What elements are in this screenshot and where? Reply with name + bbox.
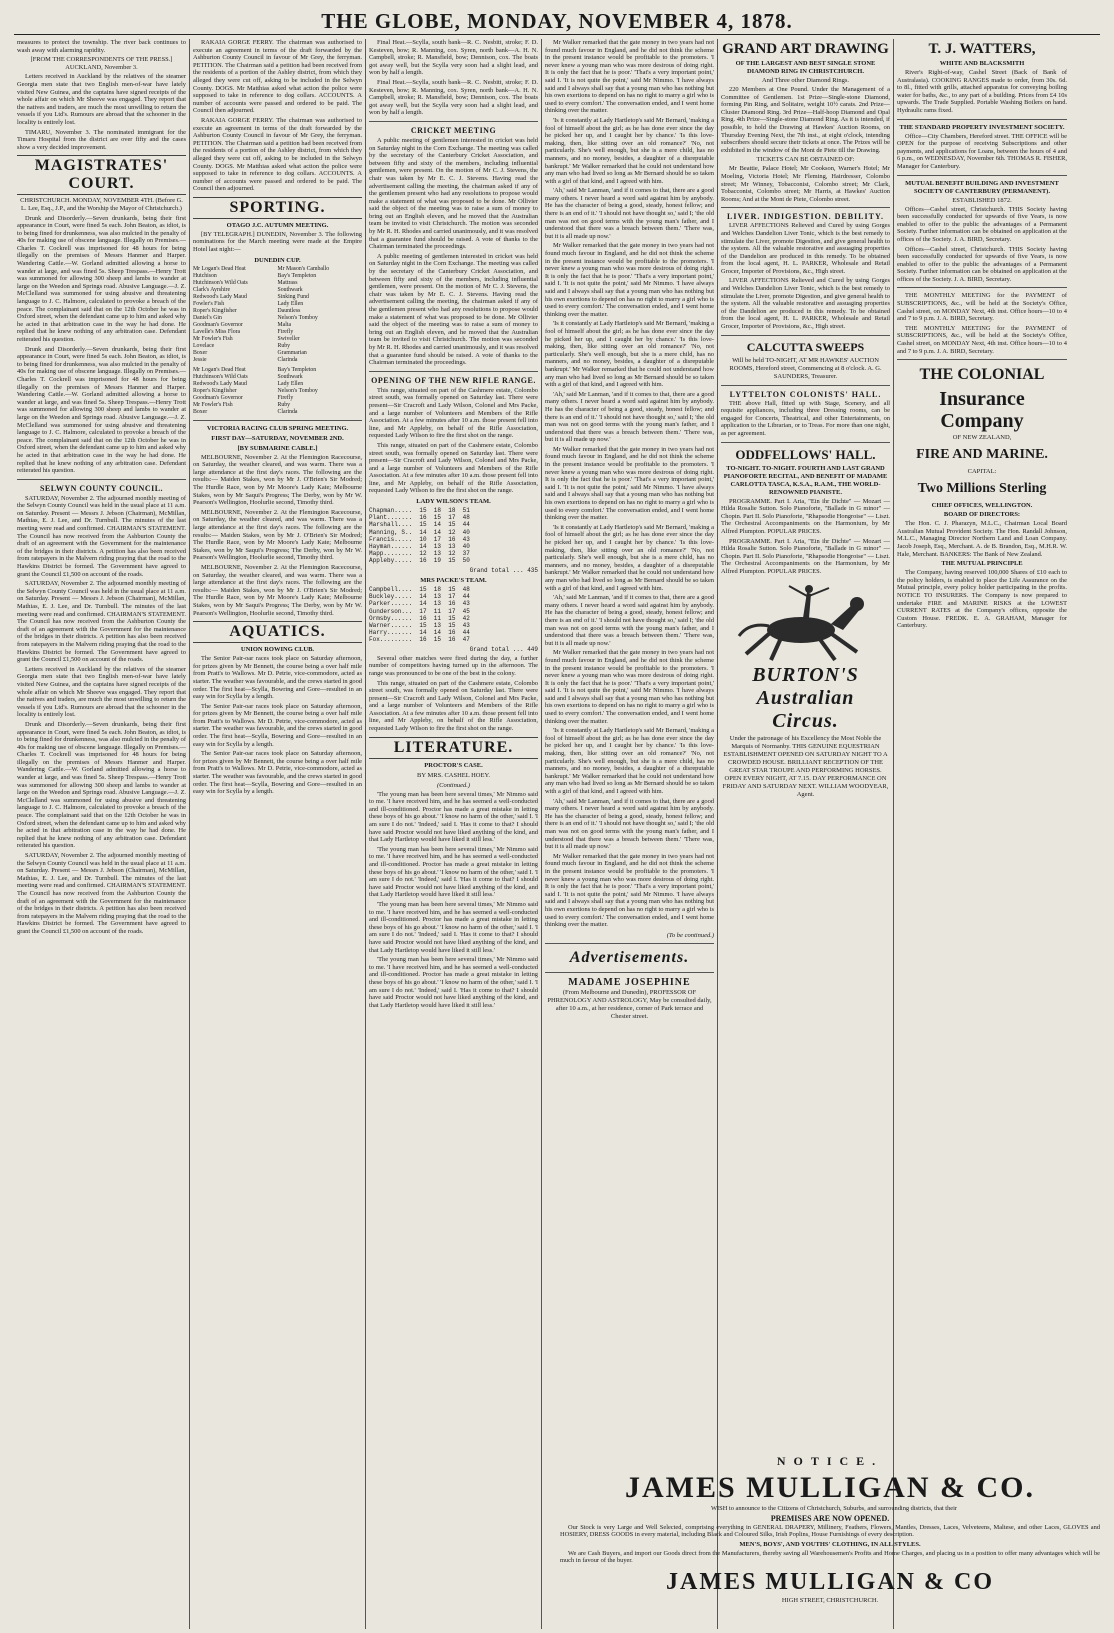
nomination: Ruby: [277, 401, 291, 408]
article-text: Final Heat.—Scylla, south bank—R. C. Nesbitt, stroke; F. D. Kesteven, bow; R. Manning, cox. Syren, north bank—A. H. N. Campbell, stroke; R. Mansfield, bow; Dennison, cox. The boats got away well, but the Scylla very soon had a slight lead, and won by half a length.: [369, 39, 538, 77]
score-row: Harry....... 14 14 16 44: [369, 629, 470, 637]
story-text: 'The young man has been here several times,' Mr Nimmo said to me. 'I have received him, and he has seemed a well-conducted and ill-conditioned. Proctor has made a great mistake in letting these boys of his go about.' 'I know no harm of the other,' said I. 'I am sure I do not.' 'Indeed,' said I. 'Has it come to that? I should have said Proctor would not have liked anything of the kind, and that Lady Hartletop would have liked it still less.': [369, 845, 538, 899]
nomination: Hutchinson's Wild Oats: [193, 373, 248, 380]
ad-text: WISH to announce to the Citizens of Christchurch, Suburbs, and surrounding districts, that their: [711, 1505, 957, 1512]
ad-text: The Company, having reserved 100,000 Shares of £10 each to the policy holders, is enabled to place the Life Assurance on the Mutual principle, every policy holder participating in the profits. NOTICE TO INSURERS. The Company is now prepared to undertake FIRE and MARINE RISKS at the LOWEST CURRENT RATES at the Company's offices, opposite the Custom House. FREDK. E. A. GRAHAM, Manager for Canterbury.: [897, 569, 1067, 630]
ad-text: PROGRAMME. Part I. Aria, "Ein ihr Dichte" — Mozart — Hilda Rosalie Sutton. Solo Pianoforte, "Ballade in G minor" — Chopin. Part II. Solo Pianoforte, "Rhapsodie Hongroise" — Liszt. The Orchestral Accompaniments on the Harmonium, by Mr Alfred Plumpton. POPULAR PRICES.: [721, 537, 890, 575]
divider: [17, 479, 186, 480]
ad-text: Under the patronage of his Excellency the Most Noble the Marquis of Normanby. THIS GENUINE EQUESTRIAN ESTABLISHMENT OPENED ON SATURDAY NIGHT TO A CROWDED HOUSE. BRILLIANT RECEPTION OF THE GREAT STAR TROUPE AND PERFORMING HORSES. OPEN EVERY NIGHT, AT 7.15. DAY PERFORMANCE ON FRIDAY AND SATURDAY NEXT. WILLIAM WOODYEAR, Agent.: [722, 734, 889, 798]
nomination: Mr Logan's Dead Heat: [193, 366, 246, 373]
nomination: Bay's Templeton: [277, 272, 317, 279]
section-heading-literature: LITERATURE.: [369, 737, 538, 759]
ad-title-sweeps: CALCUTTA SWEEPS: [746, 339, 865, 354]
article-text: Letters received in Auckland by the relatives of the steamer Georgia men state that two English men-of-war have lately visited New Guinea, and the captains have signed receipts of the whole affair on which Mr Sheeve was engaged. They report that the natives and traders, are much the most unwilling to return the vessels if you Ltd's. Rumours are abroad that the schooner in the locality is entirely lost.: [17, 73, 186, 126]
nominations-left: [193, 367, 278, 416]
story-text: 'Ah,' said Mr Lanman, 'and if it comes to that, there are a good many others. I never heard a word said against him by anybody. He has the character of being a good, steady, honest fellow; and there is an end of it.' 'I should not have thought so,' said I; 'the old man was not on good terms with the young man's father, and I understood that there was a breach between them.' 'There was, but it is all made up now.': [545, 594, 714, 647]
divider: [369, 371, 538, 372]
article-text: SATURDAY, November 2. The adjourned monthly meeting of the Selwyn County Council was held in the usual place at 11 a.m. on Saturday. Present — Messrs J. Jebson (Chairman), McMillan, Mathias, E. J. Lee, and Dr. Turnbull. The minutes of the last meeting were read and confirmed. CHAIRMAN'S STATEMENT. The Council has now received from the Ashburton County the draft of an agreement with the Government for the maintenance of the bridges in their districts. A petition has also been received from ratepayers in the Malvern riding praying that the road to the Hawkins District be formed. The Government have agreed to grant the Council £1,500 on account of the roads.: [17, 580, 186, 664]
nomination: Clarinda: [277, 356, 298, 363]
ad-text: TO-NIGHT. TO-NIGHT. FOURTH AND LAST GRAND PIANOFORTE RECITAL, AND BENEFIT OF MADAME CARLOTTA TASCA, K.S.A., R.A.M., THE WORLD-RENOWNED PIANISTE.: [723, 464, 888, 496]
article-text: SATURDAY, November 2. The adjourned monthly meeting of the Selwyn County Council was held in the usual place at 11 a.m. on Saturday. Present — Messrs J. Jebson (Chairman), McMillan, Mathias, E. J. Lee, and Dr. Turnbull. The minutes of the last meeting were read and confirmed. CHAIRMAN'S STATEMENT. The Council has now received from the Ashburton County the draft of an agreement with the Government for the maintenance of the bridges in their districts. A petition has also been received from ratepayers in the Malvern riding praying that the road to the Hawkins District be formed. The Government have agreed to grant the Council £1,500 on account of the roads.: [17, 852, 186, 935]
telegraph-note: [BY SUBMARINE CABLE.]: [237, 444, 318, 452]
nomination: Sinking Fund: [277, 293, 309, 300]
nominations-list: [193, 367, 362, 416]
story-text: 'Ah,' said Mr Lanman, 'and if it comes to that, there are a good many others. I never heard a word said against him by anybody. He has the character of being a good, steady, honest fellow; and there is an end of it.' 'I should not have thought so,' said I; 'the old man was not on good terms with the young man's father, and I understood that there was a breach between them.' 'There was, but it is all made up now.': [545, 390, 714, 444]
team-heading: LADY WILSON'S TEAM.: [416, 498, 491, 506]
section-heading-advertisements: Advertisements.: [569, 948, 690, 966]
article-text: Drunk and Disorderly.—Seven drunkards, being their first appearance in Court, were fined 5s each. John Beaton, as idiot, is to being fined for drunkenness, was also mulcted in the penalty of 40s for making use of obscene language. Illegally on Premises.—Charles T. Cockrell was imprisoned for 48 hours for being illegally on the premises of Messrs Hanmer and Harper. Wandering Cattle.—W. Gorland admitted allowing a horse to wander at large, and was fined 5s. Sheep Trespass.—Henry Trott was summoned for allowing 300 sheep and lambs to wander at large on the Weedon and Springs road. Abusive Language.—J. Z. McClelland was summoned for using abusive and threatening language to J. C. Halmore, calculated to provoke a breach of the peace. The complainant said that on the 12th October he was in Oxford street, when the defendant came up to him and asked why he acted in that arbitration case in the way he had done. He replied that he knew nothing of any arbitration case. Defendant reiterated his question.: [17, 345, 186, 475]
nomination: Mattrass: [277, 279, 298, 286]
divider: [545, 943, 714, 944]
nominations-left: [193, 266, 278, 364]
story-text: Mr Walker remarked that the gate money in two years had not found much favour in England, and he did not think the scheme in the present instance would be profitable to the promoters. 'I never knew a young man who was more desirous of doing right. It is only the fact that he is poor.' 'That's a very important point,' said I. 'It is not quite the point,' said Mr Nimmo. 'I have always said and I always shall say that a young man who has nothing but his own exertions to depend on has no right to marry a girl who is used to every comfort.' The conversation ended, and I went home thinking over the matter.: [545, 649, 714, 725]
story-text: 'Is it constantly at Lady Hartletop's said Mr Bernard, 'making a fool of himself about the girl; as he has done ever since the day he picked her up, and I caught her by chance.' 'Is this love-making, then, like sitting over an old romance?' 'No, not particularly. She's well enough, but she is a mere child, has no manners, and no money, besides, a daughter of a disreputable bankrupt.' Mr Walker remarked that he could not understand how any man who had lived so long as Mr Bernard should be so taken with a girl of that kind, and I agreed with him.: [545, 523, 714, 592]
story-text: 'The young man has been here several times,' Mr Nimmo said to me. 'I have received him, and he has seemed a well-conducted and ill-conditioned. Proctor has made a great mistake in letting these boys of his go about.' 'I know no harm of the other,' said I. 'I am sure I do not.' 'Indeed,' said I. 'Has it come to that? I should have said Proctor would not have liked anything of the kind, and that Lady Hartletop would have liked it still less.': [369, 790, 538, 844]
score-table: [369, 586, 538, 644]
ad-title-liver: LIVER. INDIGESTION. DEBILITY.: [727, 212, 884, 222]
ad-text: PROGRAMME. Part I. Aria, "Ein ihr Dichte" — Mozart — Hilda Rosalie Sutton. Solo Pianoforte, "Ballade in G minor" — Chopin. Part II. Solo Pianoforte, "Rhapsodie Hongroise" — Liszt. The Orchestral Accompaniments on the Harmonium, by Mr Alfred Plumpton. POPULAR PRICES.: [721, 497, 890, 535]
article-text: Drunk and Disorderly.—Seven drunkards, being their first appearance in Court, were fined 5s each. John Beaton, as idiot, is to being fined for drunkenness, was also mulcted in the penalty of 40s for making use of obscene language. Illegally on Premises.—Charles T. Cockrell was imprisoned for 48 hours for being illegally on the premises of Messrs Hanmer and Harper. Wandering Cattle.—W. Gorland admitted allowing a horse to wander at large, and was fined 5s. Sheep Trespass.—Henry Trott was summoned for allowing 300 sheep and lambs to wander at large on the Weedon and Springs road. Abusive Language.—J. Z. McClelland was summoned for using abusive and threatening language to J. C. Halmore, calculated to provoke a breach of the peace. The complainant said that on the 12th October he was in Oxford street, when the defendant came up to him and asked why he acted in that arbitration case in the way he had done. He replied that he knew nothing of any arbitration case. Defendant reiterated his question.: [17, 720, 186, 850]
ad-title-josephine: MADAME JOSEPHINE: [568, 976, 691, 988]
ad-subtitle: OF THE LARGEST AND BEST SINGLE STONE DIAMOND RING IN CHRISTCHURCH.: [735, 60, 876, 75]
nomination: Grammarian: [277, 349, 307, 356]
score-row: Marshall.... 15 14 15 44: [369, 521, 470, 529]
team-heading: MRS PACKE'S TEAM.: [420, 576, 487, 584]
nomination: Lavelle's Miss Flora: [193, 328, 241, 335]
article-text: MELBOURNE, November 2. At the Flemington Racecourse, on Saturday, the weather cleared, and was warm. There was a large attendance at the first day's races. The following are the results:— Maiden Stakes, won by Mr J. O'Brien's Sir Modred; The Hurdle Race, won by Mr Moore's Lady Kate; Melbourne Stakes, won by Mr Saqui's Progress; The Derby, won by Mr W. Pearson's Wellington, Hoolurlie second, Timothy third.: [193, 508, 362, 562]
score-row: Hayman...... 14 13 13 40: [369, 543, 470, 551]
nomination: Jessie: [193, 356, 207, 363]
article-text: Letters received in Auckland by the relatives of the steamer Georgia men state that two English men-of-war have lately visited New Guinea, and the captains have signed receipts of the whole affair on which Mr Sheeve was engaged. They report that the natives and traders, are much the most unwilling to return the vessels if you Ltd's. Rumours are abroad that the schooner in the locality is entirely lost.: [17, 665, 186, 719]
ad-notice: NOTICE.: [776, 1454, 884, 1468]
column-3: [366, 39, 542, 1629]
article-text: This range, situated on part of the Cashmere estate, Colombo street south, was formally opened on Saturday last. There were present—Sir Cracroft and Lady Wilson, Colonel and Mrs Packe, and a large number of Volunteers and Members of the Rifle Association. At a few minutes after 10 a.m. those present fell into line, and Mr Appleby, on behalf of the Rifle Association, requested Lady Wilson to fire the first shot on the range.: [369, 386, 538, 440]
nomination: Southwark: [277, 286, 303, 293]
score-row: Francis..... 10 17 16 43: [369, 535, 470, 543]
story-continued: (To be continued.): [666, 931, 714, 939]
ad-title-mulligan: JAMES MULLIGAN & CO.: [624, 1471, 1035, 1504]
nomination: Lady Ellen: [277, 380, 304, 387]
nomination: Dauntless: [277, 307, 301, 314]
race-meeting-title: VICTORIA RACING CLUB SPRING MEETING.: [206, 424, 349, 432]
section-heading-selwyn: SELWYN COUNTY COUNCIL.: [39, 483, 164, 493]
story-text: Mr Walker remarked that the gate money in two years had not found much favour in England, and he did not think the scheme in the present instance would be profitable to the promoters. 'I never knew a young man who was more desirous of doing right. It is only the fact that he is poor.' 'That's a very important point,' said I. 'It is not quite the point,' said Mr Nimmo. 'I have always said and I always shall say that a young man who has nothing but his own exertions to depend on has no right to marry a girl who is used to every comfort.' The conversation ended, and I went home thinking over the matter.: [545, 445, 714, 522]
ad-text: LIVER AFFECTIONS Relieved and Cured by using Gorges and Welches Dandelion Liver Tonic, which is the best remedy to stimulate the Liver, promote Digestion, and give general health to the system. All the valuable restorative and assuaging properties of the Dandelion are produced in this remedy. To be obtained from the local agent, H. L. PARKER, Wholesale and Retail Grocer, Importer of Provisions, &c., High street.: [721, 277, 890, 331]
score-row: Parker...... 14 13 16 43: [369, 600, 470, 608]
article-subhead: CHRISTCHURCH. MONDAY, NOVEMBER 4TH. (Before G. L. Lee, Esq., J.P., and the Worship the Mayor of Christchurch.): [20, 197, 183, 212]
article-text: MELBOURNE, November 2. At the Flemington Racecourse, on Saturday, the weather cleared, and was warm. There was a large attendance at the first day's races. The following are the results:— Maiden Stakes, won by Mr J. O'Brien's Sir Modred; The Hurdle Race, won by Mr Moore's Lady Kate; Melbourne Stakes, won by Mr Saqui's Progress; The Derby, won by Mr W. Pearson's Wellington, Hoolurlie second, Timothy third.: [193, 563, 362, 617]
story-text: 'The young man has been here several times,' Mr Nimmo said to me. 'I have received him, and he has seemed a well-conducted and ill-conditioned. Proctor has made a great mistake in letting these boys of his go about.' 'I know no harm of the other,' said I. 'I am sure I do not.' 'Indeed,' said I. 'Has it come to that? I should have said Proctor would not have liked anything of the kind, and that Lady Hartletop would have liked it still less.': [369, 900, 538, 954]
masthead: THE GLOBE, MONDAY, NOVEMBER 4, 1878.: [14, 8, 1100, 35]
article-text: Several other matches were fired during the day, a further number of competitors having turned up in the afternoon. The range was pronounced to be one of the best in the colony.: [369, 654, 538, 677]
divider: [369, 121, 538, 122]
ad-address: HIGH STREET, CHRISTCHURCH.: [781, 1596, 879, 1604]
article-text: [BY TELEGRAPH.] DUNEDIN, November 3. The following nominations for the March meeting were made at the Empire Hotel last night:—: [193, 230, 362, 254]
column-5: [718, 39, 894, 1629]
ad-text: Office—City Chambers, Hereford street. THE OFFICE will be OPEN for the purpose of receiving Subscriptions and other payments, and applications for Loans, between the hours of 4 and 6 p.m., on WEDNESDAY, November 6th. THOMAS R. FISHER, Manager for Canterbury.: [897, 132, 1067, 170]
score-row: Gunderson... 17 11 17 45: [369, 607, 470, 615]
ad-title-colonial: THE COLONIAL: [919, 366, 1045, 384]
nomination: Roper's Kingfisher: [193, 307, 237, 314]
ad-title-colonial-insurance: Insurance Company: [939, 388, 1025, 433]
ad-text: 220 Members at One Pound. Under the Management of a Committee of Gentlemen. 1st Prize—Single-stone Diamond, forming Pin Ring, and Solitaire, weight 10½ carats. 2nd Prize—Cluster Diamond Ring. 3rd Prize—Half-hoop Diamond and Opal Ring. 4th Prize—Single-stone Diamond Ring. As it is intended, if possible, to hold the Drawing at Hawkes' Auction Rooms, on Thursday Evening Next, the 7th inst., at eight o'clock, intending subscribers should secure their tickets at once. The Prizes will be exhibited in the window of the Mont de Piete till the Drawing.: [721, 86, 890, 154]
article-text: Drunk and Disorderly.—Seven drunkards, being their first appearance in Court, were fined 5s each. John Beaton, as idiot, is to being fined for drunkenness, was also mulcted in the penalty of 40s for making use of obscene language. Illegally on Premises.—Charles T. Cockrell was imprisoned for 48 hours for being illegally on the premises of Messrs Hanmer and Harper. Wandering Cattle.—W. Gorland admitted allowing a horse to wander at large, and was fined 5s. Sheep Trespass.—Henry Trott was summoned for allowing 300 sheep and lambs to wander at large on the Weedon and Springs road. Abusive Language.—J. Z. McClelland was summoned for using abusive and threatening language to J. C. Halmore, calculated to provoke a breach of the peace. The complainant said that on the 12th October he was in Oxford street, when the defendant came up to him and asked why he acted in that arbitration case in the way he had done. He replied that he knew nothing of any arbitration case. Defendant reiterated his question.: [17, 214, 186, 343]
story-text: Mr Walker remarked that the gate money in two years had not found much favour in England, and he did not think the scheme in the present instance would be profitable to the promoters. 'I never knew a young man who was more desirous of doing right. It is only the fact that he is poor.' 'That's a very important point,' said I. 'It is not quite the point,' said Mr Nimmo. 'I have always said and I always shall say that a young man who has nothing but his own exertions to depend on has no right to marry a girl who is used to every comfort.' The conversation ended, and I went home thinking over the matter.: [545, 852, 714, 929]
section-heading-aquatics: AQUATICS.: [193, 621, 362, 643]
nomination: Redwood's Lady Maud: [193, 293, 247, 300]
article-text: The Senior Pair-oar races took place on Saturday afternoon, for prizes given by Mr Bennett, the course being a over half mile from Pratt's to Wallows. Mr D. Petrie, vice-commodore, acted as starter. The weather was favourable, and the crews started in good order. The first heat—Scylla, Bowring and Gore—resulted in an easy win for Scylla by a length.: [193, 702, 362, 748]
ad-subtitle: WHITE AND BLACKSMITH: [939, 60, 1025, 67]
ad-subtitle: TICKETS CAN BE OBTAINED OF:: [756, 156, 855, 164]
article-text: A public meeting of gentlemen interested in cricket was held on Saturday night in the Corn Exchange. The meeting was called by the secretary of the Canterbury Cricket Association, and between fifty and sixty of the members, including influential gentlemen, were present. On the motion of Mr C. J. Stevens, the chair was taken by Mr E. C. J. Stevens. Having read the advertisement calling the meeting, the chairman asked if any of the gentlemen present who had any resolutions to propose would make a statement of what was proposed to be done. Mr Ollivier said the object of the meeting was to raise a sum of money to bring out an English eleven, and he moved that the Australian team be invited to visit Christchurch. The motion was seconded by Mr R. H. Rhodes and carried unanimously, and it was resolved that a guarantee fund should be raised. A vote of thanks to the Chairman terminated the proceedings.: [369, 136, 538, 251]
ad-subtitle: ESTABLISHED 1872.: [952, 196, 1012, 204]
ad-title-standard: THE STANDARD PROPERTY INVESTMENT SOCIETY.: [899, 123, 1065, 131]
story-author: BY MRS. CASHEL HOEY.: [417, 771, 490, 779]
nomination: Roper's Kingfisher: [193, 387, 237, 394]
section-heading-magistrates: MAGISTRATES' COURT.: [17, 155, 186, 195]
score-row: Ormsby...... 16 11 15 42: [369, 614, 470, 622]
story-continued: (Continued.): [436, 781, 471, 789]
nomination: Ruby: [277, 342, 291, 349]
ad-footer-mulligan: JAMES MULLIGAN & CO: [665, 1568, 994, 1595]
nomination: Mr Fowler's Fish: [193, 335, 233, 342]
score-table: [369, 507, 538, 565]
ad-subtitle: PREMISES ARE NOW OPENED.: [770, 1513, 890, 1523]
article-text: TIMARU, November 3. The nominated immigrant for the Timaru Hospital from the district are over fifty and the cases show a very decided improvement.: [17, 128, 186, 151]
ad-text: THE MONTHLY MEETING for the PAYMENT of SUBSCRIPTIONS, &c., will be held at the Society's Office, Cashel street, on MONDAY Next, 4th inst. Office hours—10 to 4 and 7 to 9 p.m. J. A. BIRD, Secretary.: [897, 292, 1067, 323]
section-heading-rifle: OPENING OF THE NEW RIFLE RANGE.: [371, 375, 536, 385]
article-text: MELBOURNE, November 2. At the Flemington Racecourse, on Saturday, the weather cleared, and was warm. There was a large attendance at the first day's races. The following are the results:— Maiden Stakes, won by Mr J. O'Brien's Sir Modred; The Hurdle Race, won by Mr Moore's Lady Kate; Melbourne Stakes, won by Mr Saqui's Progress; The Derby, won by Mr W. Pearson's Wellington, Hoolurlie second, Timothy third.: [193, 453, 362, 507]
article-text: RAKAIA GORGE FERRY. The chairman was authorised to execute an agreement in terms of the draft forwarded by the Ashburton County Council in favour of Mr Grey, the ferryman. PETITION. The Chairman said a petition had been received from the residents of a portion of the Ashley district, from which they alleged they were cut off, asking to be included in the Selwyn County. DOGS. Mr Matthias asked what action the police were supposed to take in reference to dog collars. ACCOUNTS. A number of accounts were passed and ordered to be paid. The Council then adjourned.: [193, 116, 362, 193]
nomination: Nelson's Tomboy: [277, 387, 318, 394]
article-text: The Senior Pair-oar races took place on Saturday afternoon, for prizes given by Mr Bennett, the course being a over half mile from Pratt's to Wallows. Mr D. Petrie, vice-commodore, acted as starter. The weather was favourable, and the crews started in good order. The first heat—Scylla, Bowring and Gore—resulted in an easy win for Scylla by a length.: [193, 750, 362, 796]
ad-text: The Hon. C. J. Pharazyn, M.L.C., Chairman Local Board Australian Mutual Provident Society. The Hon. Randall Johnson, M.L.C., Managing Director Northern Land and Loan Company. Jacob Joseph, Esq., Merchant. A. de B. Brandon, Esq., M.H.R. W. Hale, Merchant. BANKERS: The Bank of New Zealand.: [897, 520, 1067, 558]
race-day-title: FIRST DAY—SATURDAY, NOVEMBER 2ND.: [211, 434, 344, 442]
column-4: [542, 39, 718, 1629]
horse-and-rider-illustration: [721, 582, 890, 662]
divider: [721, 442, 890, 443]
nomination: Goodman's Governor: [193, 394, 243, 401]
dateline: [FROM THE CORRESPONDENTS OF THE PRESS.] AUCKLAND, November 3.: [30, 56, 173, 71]
ad-text: (From Melbourne and Dunedin), PROFESSOR OF PHRENOLOGY AND ASTROLOGY, May be consulted daily, after 10 a.m., at her residence, corner of Park terrace and Chester street.: [547, 988, 712, 1020]
nomination: Swiveller: [277, 335, 300, 342]
divider: [897, 287, 1067, 288]
nominations-right: [278, 367, 363, 416]
story-text: 'Is it constantly at Lady Hartletop's said Mr Bernard, 'making a fool of himself about the girl; as he has done ever since the day he picked her up, and I caught her by chance.' 'Is this love-making, then, like sitting over an old romance?' 'No, not particularly. She's well enough, but she is a mere child, has no manners, and no money, besides, a daughter of a disreputable bankrupt.' Mr Walker remarked that he could not understand how any man who had lived so long as Mr Bernard should be so taken with a girl of that kind, and I agreed with him.: [545, 727, 714, 795]
section-heading-cricket: CRICKET MEETING: [410, 125, 497, 135]
ad-text: Offices—Cashel street, Christchurch. THIS Society having been successfully conducted for upwards of five Years, is now enabled to offer to the public the advantages of a Permanent Society. Further information can be obtained on application at the offices of the Society. J. A. BIRD, Secretary.: [897, 245, 1067, 283]
score-row: Mapp........ 12 13 12 37: [369, 550, 470, 558]
score-row: Fox......... 16 15 16 47: [369, 636, 470, 644]
nomination: Clarinda: [277, 408, 298, 415]
nomination: Firefly: [277, 394, 294, 401]
divider: [721, 385, 890, 386]
nomination: Hutchinson's Wild Oats: [193, 279, 248, 286]
nomination: Boxer: [193, 349, 208, 356]
score-row: Manning, S.. 14 14 12 40: [369, 528, 470, 536]
nomination: Lovelace: [193, 342, 215, 349]
ad-capital: Two Millions Sterling: [917, 481, 1047, 497]
score-row: Warner...... 15 13 15 43: [369, 621, 470, 629]
story-text: 'Ah,' said Mr Lanman, 'and if it comes to that, there are a good many others. I never heard a word said against him by anybody. He has the character of being a good, steady, honest fellow; and there is an end of it.' 'I should not have thought so,' said I; 'the old man was not on good terms with the young man's father, and I understood that there was a breach between them.' 'There was, but it is all made up now.': [545, 187, 714, 240]
article-text: This range, situated on part of the Cashmere estate, Colombo street south, was formally opened on Saturday last. There were present—Sir Cracroft and Lady Wilson, Colonel and Mrs Packe, and a large number of Volunteers and Members of the Rifle Association. At a few minutes after 10 a.m. those present fell into line, and Mr Appleby, on behalf of the Rifle Association, requested Lady Wilson to fire the first shot on the range.: [369, 441, 538, 495]
nomination: Fowler's Fish: [193, 300, 225, 307]
ad-text: We are Cash Buyers, and import our Goods direct from the Manufacturers, thereby saving all Warehousemen's Profits and Home Charges, and placing us in a position to offer many advantages which will be much in favour of the buyer.: [560, 1549, 1100, 1565]
score-total: Grand total ... 449: [469, 645, 538, 653]
column-6: [894, 39, 1070, 1629]
article-text: A public meeting of gentlemen interested in cricket was held on Saturday night in the Corn Exchange. The meeting was called by the secretary of the Canterbury Cricket Association, and between fifty and sixty of the members, including influential gentlemen, were present. On the motion of Mr C. J. Stevens, the chair was taken by Mr E. C. J. Stevens. Having read the advertisement calling the meeting, the chairman asked if any of the gentlemen present who had any resolutions to propose would make a statement of what was proposed to be done. Mr Ollivier said the object of the meeting was to raise a sum of money to bring out an English eleven, and he moved that the Australian team be invited to visit Christchurch. The motion was seconded by Mr R. H. Rhodes and carried unanimously, and it was resolved that a guarantee fund should be raised. A vote of thanks to the Chairman terminated the proceedings.: [369, 252, 538, 367]
nominations-list: [193, 266, 362, 364]
story-text: 'Is it constantly at Lady Hartletop's said Mr Bernard, 'making a fool of himself about the girl; as he has done ever since the day he picked her up, and I caught her by chance.' 'Is this love-making, then, like sitting over an old romance?' 'No, not particularly. She's well enough, but she is a mere child, has no manners, and no money, besides, a daughter of a disreputable bankrupt.' Mr Walker remarked that he could not understand how any man who had lived so long as Mr Bernard should be so taken with a girl of that kind, and I agreed with him.: [545, 320, 714, 389]
ad-text: Our Stock is very Large and Well Selected, comprising everything in GENERAL DRAPERY, Millinery, Feathers, Flowers, Mantles, Dresses, Laces, Velveteens, Maltese, and other Laces, GLOVES and HOSIERY, DRESS GOODS in every material, including Black and Coloured Silks, Irish Poplins, House Furnishings of every description.: [560, 1523, 1100, 1539]
ad-subtitle: MEN'S, BOYS', AND YOUTHS' CLOTHING, IN ALL STYLES.: [739, 1540, 921, 1548]
nomination: Daniel's Gin: [193, 314, 222, 321]
article-text: RAKAIA GORGE FERRY. The chairman was authorised to execute an agreement in terms of the draft forwarded by the Ashburton County Council in favour of Mr Grey, the ferryman. PETITION. The Chairman said a petition had been received from the residents of a portion of the Ashley district, from which they alleged they were cut off, asking to be included in the Selwyn County. DOGS. Mr Matthias asked what action the police were supposed to take in reference to dog collars. ACCOUNTS. A number of accounts were passed and ordered to be paid. The Council then adjourned.: [193, 39, 362, 115]
ad-text: Will be held TO-NIGHT, AT MR HAWKES' AUCTION ROOMS, Hereford street, Commencing at 8 o'clock. A. G. SAUNDERS, Treasurer.: [729, 356, 882, 380]
nominations-right: [278, 266, 363, 364]
article-text: Final Heat.—Scylla, south bank—R. C. Nesbitt, stroke; F. D. Kesteven, bow; R. Manning, cox. Syren, north bank—A. H. N. Campbell, stroke; R. Mansfield, bow; Dennison, cox. The boats got away well, but the Scylla very soon had a slight lead, and won by half a length.: [369, 78, 538, 117]
column-1: [14, 39, 190, 1629]
story-text: 'The young man has been here several times,' Mr Nimmo said to me. 'I have received him, and he has seemed a well-conducted and ill-conditioned. Proctor has made a great mistake in letting these boys of his go about.' 'I know no harm of the other,' said I. 'I am sure I do not.' 'Indeed,' said I. 'Has it come to that? I should have said Proctor would not have liked anything of the kind, and that Lady Hartletop would have liked it still less.': [369, 956, 538, 1009]
article-text: The Senior Pair-oar races took place on Saturday afternoon, for prizes given by Mr Bennett, the course being a over half mile from Pratt's to Wallows. Mr D. Petrie, vice-commodore, acted as starter. The weather was favourable, and the crews started in good order. The first heat—Scylla, Bowring and Gore—resulted in an easy win for Scylla by a length.: [193, 655, 362, 701]
nomination: Hutchison: [193, 272, 217, 279]
nomination: Nelson's Tomboy: [277, 314, 318, 321]
ad-subtitle: CAPITAL:: [967, 468, 997, 476]
nomination: Redwood's Lady Maud: [193, 380, 247, 387]
nomination: Clark's Ayrshire: [193, 286, 231, 293]
score-total: Grand total ... 435: [469, 566, 538, 574]
ad-text: THE above Hall, fitted up with Stage, Scenery, and all requisite appliances, including three Dressing rooms, can be engaged for Concerts, Theatrical, and other Entertainments, on application to the Librarian, or to Treas. For more than one night, as per agreement.: [721, 399, 890, 437]
divider: [897, 359, 1067, 360]
nomination: Firefly: [277, 328, 294, 335]
section-heading-sporting: SPORTING.: [193, 197, 362, 219]
ad-title-fire-marine: FIRE AND MARINE.: [916, 447, 1048, 463]
divider: [897, 119, 1067, 120]
article-text: This range, situated on part of the Cashmere estate, Colombo street south, was formally opened on Saturday last. There were present—Sir Cracroft and Lady Wilson, Colonel and Mrs Packe, and a large number of Volunteers and Members of the Rifle Association. At a few minutes after 10 a.m. those present fell into line, and Mr Appleby, on behalf of the Rifle Association, requested Lady Wilson to fire the first shot on the range.: [369, 679, 538, 733]
race-title: DUNEDIN CUP.: [254, 256, 301, 264]
divider: [193, 420, 362, 421]
ad-title-art-drawing: GRAND ART DRAWING: [722, 41, 889, 57]
article-text: measures to protect the township. The river back continues to wash away with alarming rapidity.: [17, 39, 186, 54]
score-row: Campbell.... 15 18 15 48: [369, 585, 470, 593]
divider: [721, 207, 890, 208]
nomination: Lady Ellen: [277, 300, 304, 307]
divider: [545, 972, 714, 973]
story-text: Mr Walker remarked that the gate money in two years had not found much favour in England, and he did not think the scheme in the present instance would be profitable to the promoters. 'I never knew a young man who was more desirous of doing right. It is only the fact that he is poor.' 'That's a very important point,' said I. 'It is not quite the point,' said Mr Nimmo. 'I have always said and I always shall say that a young man who has nothing but his own exertions to depend on has no right to marry a girl who is used to every comfort.' The conversation ended, and I went home thinking over the matter.: [545, 39, 714, 115]
ad-title-circus: BURTON'S Australian Circus.: [752, 663, 859, 732]
score-row: Chapman..... 15 18 18 51: [369, 507, 470, 515]
ad-text: THE MONTHLY MEETING for the PAYMENT of SUBSCRIPTIONS, &c., will be held at the Society's Office, Cashel street, on MONDAY Next, 4th inst. Office hours—10 to 4 and 7 to 9 p.m. J. A. BIRD, Secretary.: [897, 324, 1067, 355]
club-title: UNION ROWING CLUB.: [240, 646, 315, 654]
ad-title-watters: T. J. WATTERS,: [928, 41, 1036, 57]
ad-text: Mr Beattie, Palace Hotel; Mr Cookson, Warner's Hotel; Mr Moeling, Victoria Hotel; Mr Fleming, Hairdresser, Colombo street; Mr Winney, Tobacconist, Colombo street; Mr Clark, Tobacconist, Colombo street; Mr Harris, at Hawkes' Auction Rooms; And at the Mont de Piete, Colombo street.: [721, 165, 890, 203]
nomination: Mr Logan's Dead Heat: [193, 265, 246, 272]
story-title: PROCTOR'S CASE.: [424, 761, 483, 769]
ad-subtitle: CHIEF OFFICES, WELLINGTON.: [931, 502, 1033, 510]
ad-subtitle: And Three other Diamond Rings.: [761, 77, 850, 84]
divider: [897, 175, 1067, 176]
ad-title-mutual: MUTUAL BENEFIT BUILDING AND INVESTMENT SOCIETY OF CANTERBURY (PERMANENT).: [905, 179, 1059, 195]
nomination: Mr Fowler's Fish: [193, 401, 233, 408]
score-row: Buckley..... 14 13 17 44: [369, 593, 470, 601]
column-2: [190, 39, 366, 1629]
nomination: Bay's Templeton: [277, 366, 317, 373]
ad-title-oddfellows: ODDFELLOWS' HALL.: [735, 446, 876, 462]
article-text: SATURDAY, November 2. The adjourned monthly meeting of the Selwyn County Council was held in the usual place at 11 a.m. on Saturday. Present — Messrs J. Jebson (Chairman), McMillan, Mathias, E. J. Lee, and Dr. Turnbull. The minutes of the last meeting were read and confirmed. CHAIRMAN'S STATEMENT. The Council has now received from the Ashburton County the draft of an agreement with the Government for the maintenance of the bridges in their districts. A petition has also been received from ratepayers in the Malvern riding praying that the road to the Hawkins District be formed. The Government have agreed to grant the Council £1,500 on account of the roads.: [17, 494, 186, 578]
mulligan-ad: [560, 1452, 1100, 1606]
race-meeting-title: OTAGO J.C. AUTUMN MEETING.: [226, 221, 329, 229]
columns: [14, 39, 1100, 1629]
ad-subtitle: THE MUTUAL PRINCIPLE: [941, 560, 1023, 568]
nomination: Goodman's Governor: [193, 321, 243, 328]
ad-title-lyttelton: LYTTELTON COLONISTS' HALL.: [729, 389, 882, 399]
score-row: Appleby..... 16 19 15 50: [369, 557, 470, 565]
score-row: Plant....... 16 15 17 48: [369, 514, 470, 522]
story-text: 'Is it constantly at Lady Hartletop's said Mr Bernard, 'making a fool of himself about the girl; as he has done ever since the day he picked her up, and I caught her by chance.' 'Is this love-making, then, like sitting over an old romance?' 'No, not particularly. She's well enough, but she is a mere child, has no manners, and no money, besides, a daughter of a disreputable bankrupt.' Mr Walker remarked that he could not understand how any man who had lived so long as Mr Bernard should be so taken with a girl of that kind, and I agreed with him.: [545, 116, 714, 185]
nomination: Boxer: [193, 408, 208, 415]
nomination: Malta: [277, 321, 292, 328]
ad-text: River's Right-of-way, Cashel Street (Back of Bank of Australasia). COOKING RANGES made to order, from 30s. 6d. to 8l., fitted with grills, attached apparatus for conveying boiling water for baths, &c., to any part of a building. Prices from £4 10s upwards. The Trade Supplied. Portable Washing Boilers on hand. Hydraulic rams fixed.: [897, 69, 1067, 114]
story-text: 'Ah,' said Mr Lanman, 'and if it comes to that, there are a good many others. I never heard a word said against him by anybody. He has the character of being a good, steady, honest fellow; and there is an end of it.' 'I should not have thought so,' said I; 'the old man was not on good terms with the young man's father, and I understood that there was a breach between them.' 'There was, but it is all made up now.': [545, 797, 714, 851]
ad-subtitle: OF NEW ZEALAND,: [952, 434, 1012, 442]
ad-text: LIVER AFFECTIONS Relieved and Cured by using Gorges and Welches Dandelion Liver Tonic, which is the best remedy to stimulate the Liver, promote Digestion, and give general health to the system. All the valuable restorative and assuaging properties of the Dandelion are produced in this remedy. To be obtained from the local agent, H. L. PARKER, Wholesale and Retail Grocer, Importer of Provisions, &c., High street.: [721, 222, 890, 275]
divider: [721, 335, 890, 336]
nomination: Southwark: [277, 373, 303, 380]
story-text: Mr Walker remarked that the gate money in two years had not found much favour in England, and he did not think the scheme in the present instance would be profitable to the promoters. 'I never knew a young man who was more desirous of doing right. It is only the fact that he is poor.' 'That's a very important point,' said I. 'It is not quite the point,' said Mr Nimmo. 'I have always said and I always shall say that a young man who has nothing but his own exertions to depend on has no right to marry a girl who is used to every comfort.' The conversation ended, and I went home thinking over the matter.: [545, 242, 714, 318]
ad-subtitle: BOARD OF DIRECTORS:: [943, 511, 1021, 519]
nomination: Mr Mason's Camballo: [277, 265, 330, 272]
ad-text: Offices—Cashel street, Christchurch. THIS Society having been successfully conducted for upwards of five Years, is now enabled to offer to the public the advantages of a Permanent Society. Further information can be obtained on application at the offices of the Society. J. A. BIRD, Secretary.: [897, 205, 1067, 243]
